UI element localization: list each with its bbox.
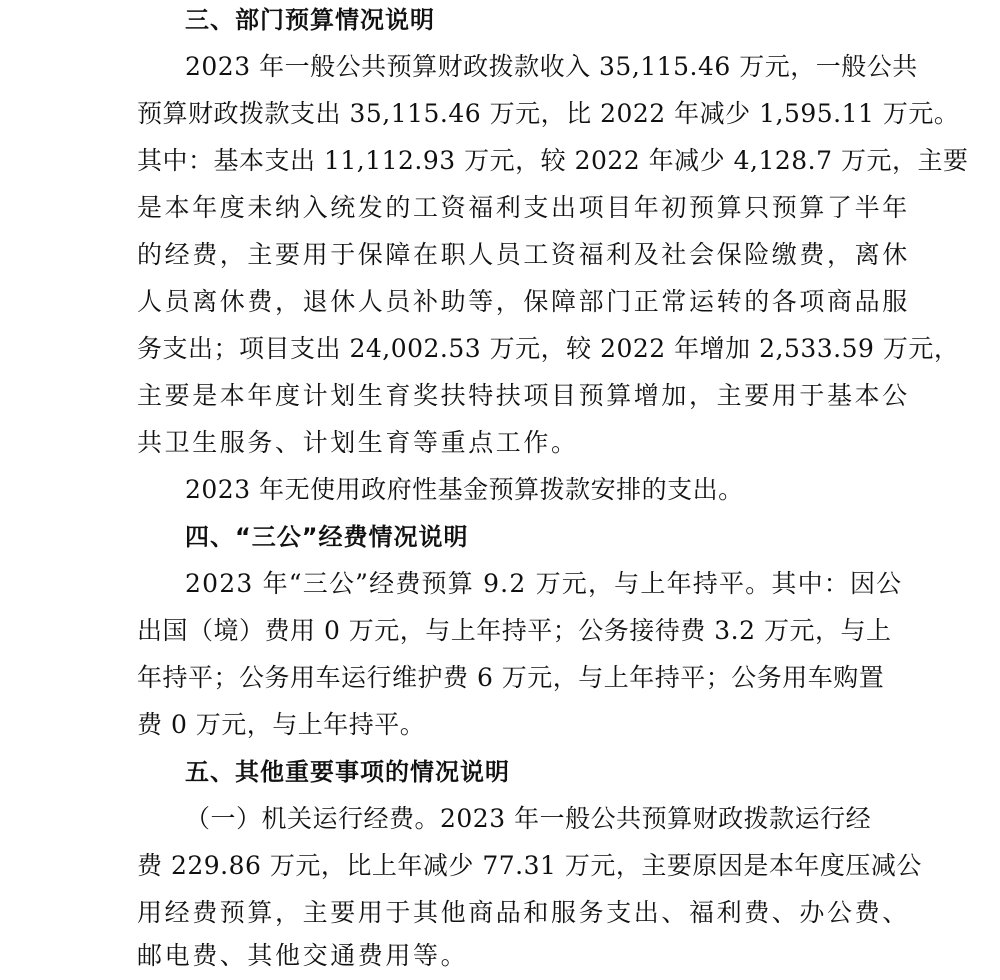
paragraph-line: 人员离休费，退休人员补助等，保障部门正常运转的各项商品服 bbox=[137, 287, 910, 316]
section-heading: 四、“三公”经费情况说明 bbox=[185, 523, 469, 551]
paragraph-line: 主要是本年度计划生育奖扶特扶项目预算增加，主要用于基本公 bbox=[137, 381, 910, 410]
paragraph-line: （一）机关运行经费。2023 年一般公共预算财政拨款运行经 bbox=[185, 804, 872, 833]
section-heading: 三、部门预算情况说明 bbox=[185, 6, 435, 34]
paragraph-line: 是本年度未纳入统发的工资福利支出项目年初预算只预算了半年 bbox=[137, 193, 910, 222]
paragraph-line: 年持平；公务用车运行维护费 6 万元，与上年持平；公务用车购置 bbox=[137, 663, 885, 692]
section-heading: 五、其他重要事项的情况说明 bbox=[185, 758, 510, 786]
paragraph-line: 2023 年一般公共预算财政拨款收入 35,115.46 万元，一般公共 bbox=[185, 52, 918, 81]
paragraph-line: 2023 年无使用政府性基金预算拨款安排的支出。 bbox=[185, 475, 744, 504]
paragraph-line: 费 0 万元，与上年持平。 bbox=[137, 710, 426, 739]
paragraph-line: 用经费预算，主要用于其他商品和服务支出、福利费、办公费、 bbox=[137, 898, 910, 927]
paragraph-line: 的经费，主要用于保障在职人员工资福利及社会保险缴费，离休 bbox=[137, 240, 910, 269]
paragraph-line: 费 229.86 万元，比上年减少 77.31 万元，主要原因是本年度压减公 bbox=[137, 851, 922, 880]
paragraph-line: 出国（境）费用 0 万元，与上年持平；公务接待费 3.2 万元，与上 bbox=[137, 616, 892, 645]
paragraph-line: 预算财政拨款支出 35,115.46 万元，比 2022 年减少 1,595.11 万元。 bbox=[137, 99, 960, 128]
paragraph-line: 共卫生服务、计划生育等重点工作。 bbox=[137, 428, 579, 457]
paragraph-line: 2023 年“三公”经费预算 9.2 万元，与上年持平。其中：因公 bbox=[185, 569, 903, 598]
paragraph-line: 邮电费、其他交通费用等。 bbox=[137, 941, 469, 970]
paragraph-line: 其中：基本支出 11,112.93 万元，较 2022 年减少 4,128.7 万元，主要 bbox=[137, 146, 969, 175]
paragraph-line: 务支出；项目支出 24,002.53 万元，较 2022 年增加 2,533.59 万元， bbox=[137, 334, 960, 363]
